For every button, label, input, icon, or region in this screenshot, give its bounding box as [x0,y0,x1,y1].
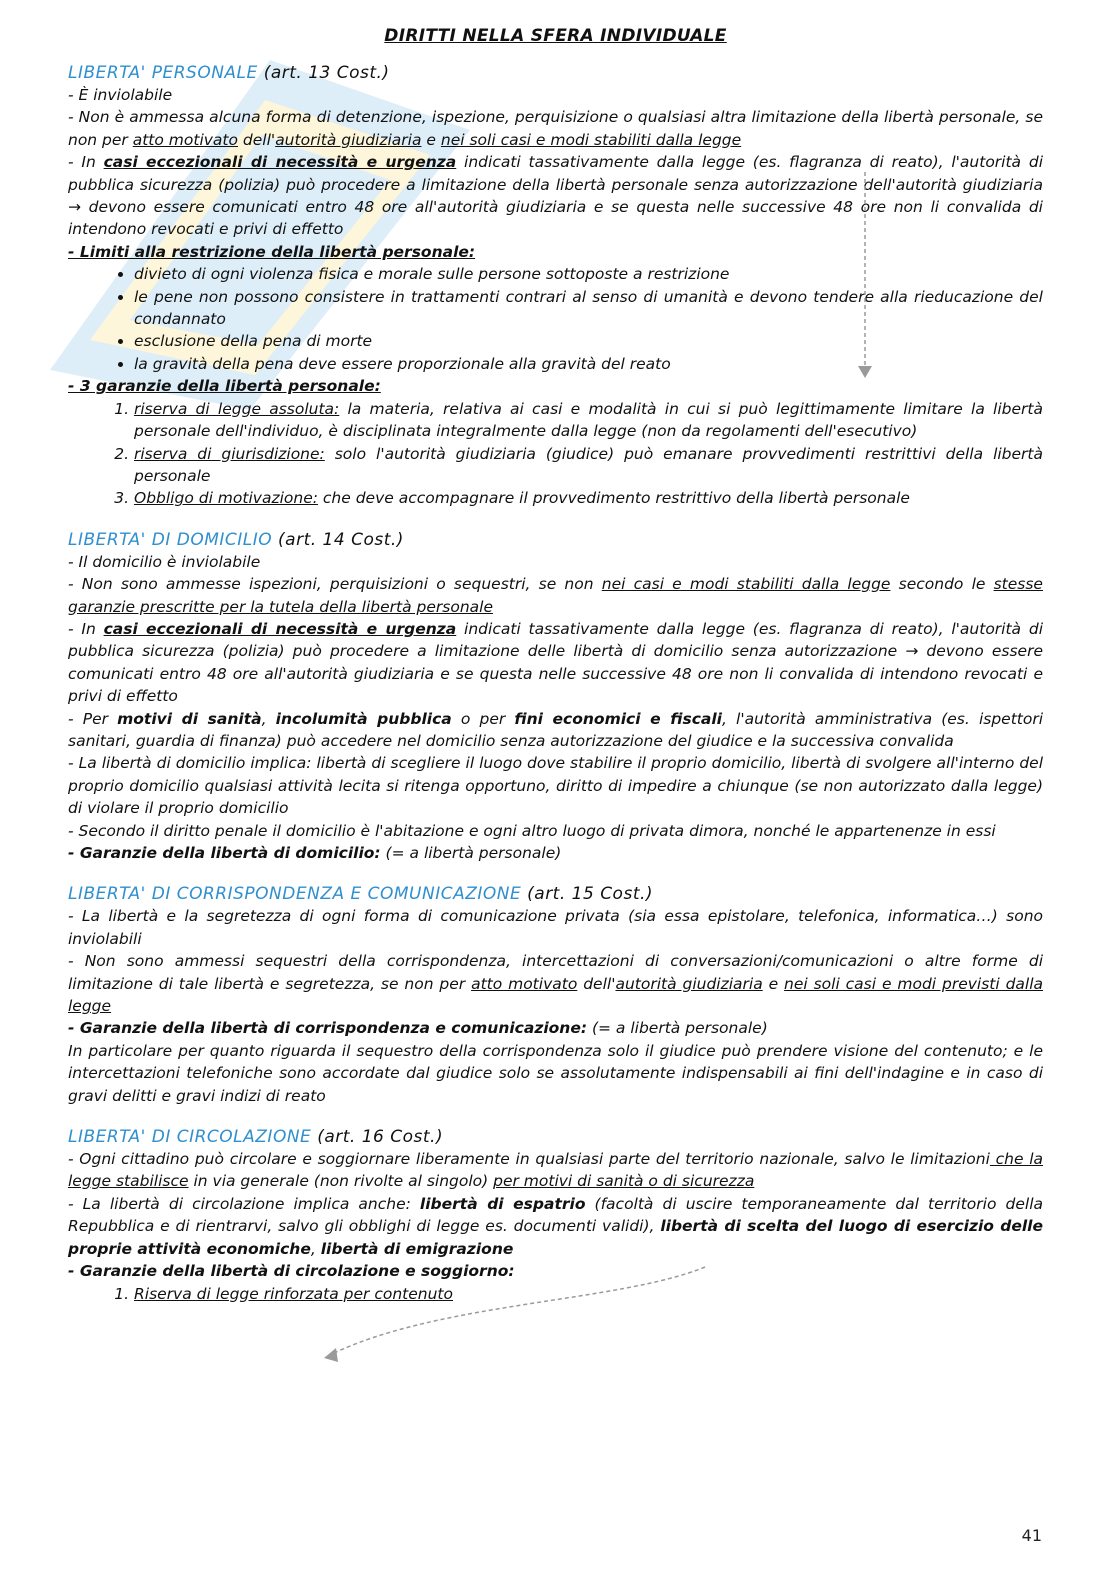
article-ref: (art. 14 Cost.) [278,529,404,550]
paragraph: In particolare per quanto riguarda il sequestro della corrispondenza solo il giudice può prendere visione del contenuto; e le intercettazioni telefoniche sono accordate dal giudice solo se assolutamente indispensabili ai fini dell'indagine e in caso di gravi delitti e gravi indizi di reato [68,1041,1043,1105]
paragraph: - In casi eccezionali di necessità e urgenza indicati tassativamente dalla legge (es. flagranza di reato), l'autorità di pubblica sicurezza (polizia) può procedere a limitazione della libertà personale senza autorizzazione dell'autorità giudiziaria → devono essere comunicati entro 48 ore all'autorità giudiziaria e se questa nelle successive 48 ore non li convalida di intendono revocati e privi di effetto [68,153,1043,239]
list-item: 1. riserva di legge assoluta: la materia, relativa ai casi e modalità in cui si può legittimamente limitare la libertà personale dell'individuo, è disciplinata integralmente dalla legge (non da regolamenti dell'esecutivo) [134,398,1043,443]
list-item: • la gravità della pena deve essere proporzionale alla gravità del reato [134,353,1043,375]
paragraph: - Non è ammessa alcuna forma di detenzione, ispezione, perquisizione o qualsiasi altra limitazione della libertà personale, se non per atto motivato dell'autorità giudiziaria e nei soli casi e modi stabiliti dalla legge [68,108,1043,149]
page-number: 41 [1021,1526,1042,1545]
paragraph: - In casi eccezionali di necessità e urgenza indicati tassativamente dalla legge (es. flagranza di reato), l'autorità di pubblica sicurezza (polizia) può procedere a limitazione delle libertà di domicilio senza autorizzazione → devono essere comunicati entro 48 ore all'autorità giudiziaria e se questa nelle successive 48 ore non li convalida di intendono revocati e privi di effetto [68,619,1043,706]
list-item: 1. Riserva di legge rinforzata per contenuto [134,1283,1043,1305]
section-heading [68,1126,1043,1148]
section-liberta-corrispondenza [68,883,1043,1107]
paragraph: - Per motivi di sanità, incolumità pubblica o per fini economici e fiscali, l'autorità amministrativa (es. ispettori sanitari, guardia di finanza) può accedere nel domicilio senza autorizzazione del giudice e la successiva convalida [68,709,1044,750]
paragraph: - Secondo il diritto penale il domicilio è l'abitazione e ogni altro luogo di privata dimora, nonché le appartenenze in essi [68,821,996,840]
heading-text: LIBERTA' DI CIRCOLAZIONE [68,1127,312,1148]
paragraph: - La libertà di domicilio implica: libertà di scegliere il luogo dove stabilire il proprio domicilio, libertà di svolgere all'interno del proprio domicilio qualsiasi attività lecita si ritenga opportuno, diritto di impedire a chiunque (se non autorizzato dalla legge) di violare il proprio domicilio [68,754,1043,818]
article-ref: (art. 15 Cost.) [527,884,654,905]
heading-text: LIBERTA' DI CORRISPONDENZA E COMUNICAZIONE [68,884,522,905]
section-liberta-domicilio [68,529,1043,865]
paragraph: - Non sono ammesse ispezioni, perquisizioni o sequestri, se non nei casi e modi stabiliti dalla legge secondo le stesse garanzie prescritte per la tutela della libertà personale [68,575,1043,616]
document-page [68,24,1043,1324]
article-ref: (art. 13 Cost.) [263,63,390,83]
list-item: • esclusione della pena di morte [134,330,1043,352]
page-title: DIRITTI NELLA SFERA INDIVIDUALE [384,26,727,46]
paragraph: - Garanzie della libertà di corrispondenza e comunicazione: (= a libertà personale) [68,1019,768,1038]
numbered-list [68,398,1043,510]
section-heading [68,883,1043,905]
heading-text: LIBERTA' PERSONALE [68,63,258,83]
paragraph: - Il domicilio è inviolabile [68,552,261,571]
article-ref: (art. 16 Cost.) [317,1127,444,1148]
paragraph: - Garanzie della libertà di domicilio: (= a libertà personale) [68,844,562,862]
list-item: 2. riserva di giurisdizione: solo l'autorità giudiziaria (giudice) può emanare provvedimenti restrittivi della libertà personale [134,443,1043,488]
subheading: - Garanzie della libertà di circolazione e soggiorno: [68,1262,515,1281]
dashed-arrow-curve [320,1262,740,1372]
section-heading [68,529,1043,551]
section-liberta-personale [68,62,1043,510]
paragraph: - La libertà di circolazione implica anche: libertà di espatrio (facoltà di uscire temporaneamente dal territorio della Repubblica e di rientrarvi, salvo gli obblighi di legge es. documenti validi), libertà di scelta del luogo di esercizio delle proprie attività economiche, libertà di emigrazione [68,1194,1043,1258]
subheading: - Limiti alla restrizione della libertà personale: [68,242,476,261]
paragraph: - È inviolabile [68,86,173,104]
list-item: • le pene non possono consistere in trattamenti contrari al senso di umanità e devono tendere alla rieducazione del condannato [134,286,1043,331]
subheading: - 3 garanzie della libertà personale: [68,377,381,396]
list-item: 3. Obbligo di motivazione: che deve accompagnare il provvedimento restrittivo della libertà personale [134,487,1043,509]
paragraph: - Non sono ammessi sequestri della corrispondenza, intercettazioni di conversazioni/comunicazioni o altre forme di limitazione di tale libertà e segretezza, se non per atto motivato dell'autorità giudiziaria e nei soli casi e modi previsti dalla legge [68,952,1044,1016]
heading-text: LIBERTA' DI DOMICILIO [68,529,273,550]
bullet-list [68,263,1043,375]
paragraph: - La libertà e la segretezza di ogni forma di comunicazione privata (sia essa epistolare, telefonica, informatica…) sono inviolabili [68,907,1043,948]
paragraph: - Ogni cittadino può circolare e soggiornare liberamente in qualsiasi parte del territorio nazionale, salvo le limitazioni che la legge stabilisce in via generale (non rivolte al singolo) per motivi di sanità o di sicurezza [68,1150,1044,1191]
list-item: • divieto di ogni violenza fisica e morale sulle persone sottoposte a restrizione [134,263,1043,285]
dashed-arrow-down [850,170,880,385]
section-heading [68,62,1043,84]
